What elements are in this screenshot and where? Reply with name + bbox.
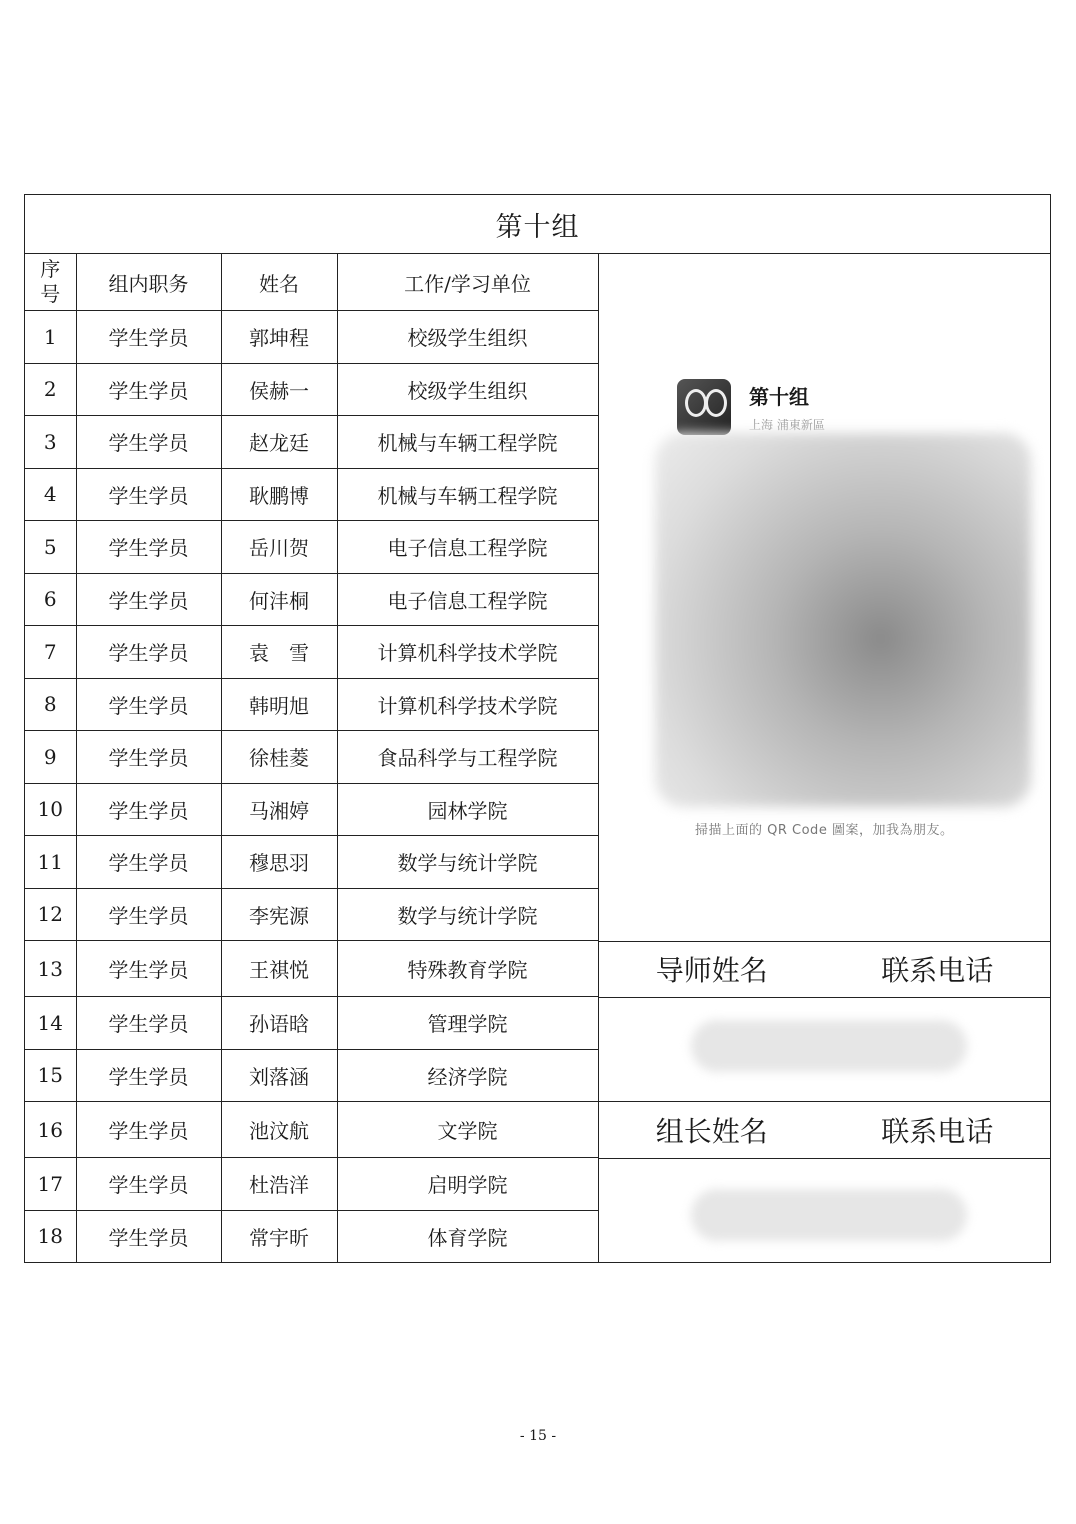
cell-name: 郭坤程 [221,311,337,364]
cell-unit: 经济学院 [337,1049,598,1102]
cell-unit: 机械与车辆工程学院 [337,468,598,521]
header-unit: 工作/学习单位 [337,254,598,311]
cell-role: 学生学员 [76,783,221,836]
table-row [25,1210,598,1263]
cell-seq: 13 [25,941,76,997]
leader-header [599,1102,1050,1159]
cell-seq: 16 [25,1102,76,1158]
cell-seq: 4 [25,468,76,521]
group-title: 第十组 [25,195,1050,254]
cell-role: 学生学员 [76,521,221,574]
cell-seq: 5 [25,521,76,574]
table-row [25,678,598,731]
cell-role: 学生学员 [76,311,221,364]
cell-role: 学生学员 [76,468,221,521]
cell-seq: 3 [25,416,76,469]
table-row [25,521,598,574]
cell-seq: 11 [25,836,76,889]
cell-role: 学生学员 [76,363,221,416]
cell-seq: 1 [25,311,76,364]
cell-seq: 2 [25,363,76,416]
cell-seq: 18 [25,1210,76,1263]
cell-seq: 6 [25,573,76,626]
cell-name: 刘落涵 [221,1049,337,1102]
cell-name: 何沣桐 [221,573,337,626]
cell-role: 学生学员 [76,1210,221,1263]
cell-role: 学生学员 [76,1158,221,1211]
wechat-avatar-icon [677,379,731,435]
member-table [25,253,599,1263]
cell-seq: 9 [25,731,76,784]
header-role: 组内职务 [76,254,221,311]
cell-name: 孙语晗 [221,997,337,1050]
cell-name: 岳川贺 [221,521,337,574]
cell-role: 学生学员 [76,1049,221,1102]
table-row [25,941,598,997]
table-row [25,836,598,889]
qr-header [677,379,825,435]
cell-seq: 8 [25,678,76,731]
redaction-blur [691,1189,967,1241]
cell-unit: 管理学院 [337,997,598,1050]
advisor-header [599,941,1050,998]
leader-phone-label: 联系电话 [881,1115,994,1148]
table-row [25,573,598,626]
cell-unit: 特殊教育学院 [337,941,598,997]
cell-role: 学生学员 [76,416,221,469]
cell-seq: 17 [25,1158,76,1211]
cell-name: 马湘婷 [221,783,337,836]
cell-unit: 数学与统计学院 [337,836,598,889]
table-row [25,783,598,836]
qr-location: 上海 浦東新區 [749,418,825,432]
cell-role: 学生学员 [76,1102,221,1158]
cell-name: 常宇昕 [221,1210,337,1263]
table-row [25,468,598,521]
cell-role: 学生学员 [76,941,221,997]
cell-name: 杜浩洋 [221,1158,337,1211]
table-row [25,1049,598,1102]
cell-unit: 园林学院 [337,783,598,836]
qr-card [599,253,1050,942]
cell-unit: 数学与统计学院 [337,888,598,941]
cell-name: 李宪源 [221,888,337,941]
table-header-row [25,254,598,311]
redaction-blur [691,1020,967,1072]
page-number: - 15 - [519,1428,557,1444]
cell-unit: 计算机科学技术学院 [337,678,598,731]
leader-name-label: 组长姓名 [655,1115,768,1148]
cell-name: 赵龙廷 [221,416,337,469]
table-row [25,1102,598,1158]
cell-name: 耿鹏博 [221,468,337,521]
qr-caption: 掃描上面的 QR Code 圖案，加我為朋友。 [695,823,954,838]
cell-unit: 电子信息工程学院 [337,521,598,574]
cell-unit: 文学院 [337,1102,598,1158]
advisor-name-label: 导师姓名 [655,954,768,987]
cell-seq: 7 [25,626,76,679]
cell-seq: 15 [25,1049,76,1102]
table-row [25,997,598,1050]
cell-unit: 食品科学与工程学院 [337,731,598,784]
table-row [25,416,598,469]
table-row [25,363,598,416]
cell-role: 学生学员 [76,573,221,626]
cell-role: 学生学员 [76,731,221,784]
cell-name: 袁 雪 [221,626,337,679]
table-row [25,311,598,364]
advisor-phone-label: 联系电话 [881,954,994,987]
cell-name: 韩明旭 [221,678,337,731]
table-row [25,626,598,679]
cell-name: 池汶航 [221,1102,337,1158]
cell-seq: 10 [25,783,76,836]
cell-role: 学生学员 [76,626,221,679]
cell-name: 侯赫一 [221,363,337,416]
right-panel [598,253,1050,1262]
leader-info-redacted [599,1159,1050,1262]
cell-unit: 计算机科学技术学院 [337,626,598,679]
cell-unit: 电子信息工程学院 [337,573,598,626]
cell-role: 学生学员 [76,836,221,889]
cell-unit: 体育学院 [337,1210,598,1263]
cell-role: 学生学员 [76,997,221,1050]
cell-unit: 启明学院 [337,1158,598,1211]
cell-unit: 校级学生组织 [337,363,598,416]
cell-name: 穆思羽 [221,836,337,889]
cell-unit: 机械与车辆工程学院 [337,416,598,469]
qr-account-name: 第十组 [749,385,809,409]
cell-name: 徐桂菱 [221,731,337,784]
cell-role: 学生学员 [76,888,221,941]
cell-seq: 14 [25,997,76,1050]
cell-name: 王祺悦 [221,941,337,997]
cell-seq: 12 [25,888,76,941]
table-row [25,888,598,941]
table-row [25,731,598,784]
advisor-info-redacted [599,998,1050,1102]
qr-code-blurred [655,433,1031,807]
cell-role: 学生学员 [76,678,221,731]
header-name: 姓名 [221,254,337,311]
header-seq: 序 号 [25,254,76,311]
group-sheet [24,194,1051,1263]
table-row [25,1158,598,1211]
cell-unit: 校级学生组织 [337,311,598,364]
